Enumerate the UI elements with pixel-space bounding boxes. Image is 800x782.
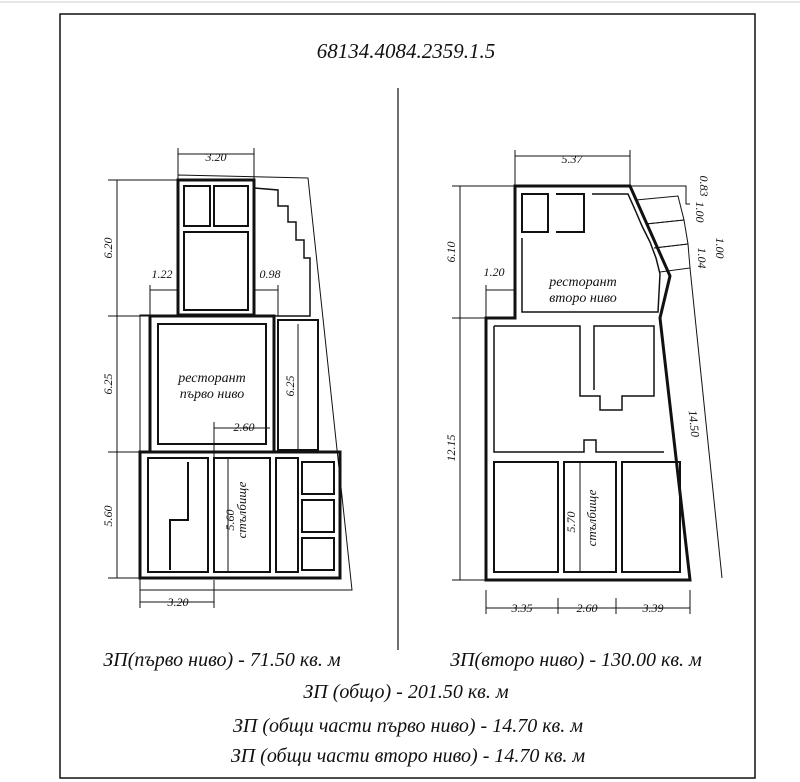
first-dim-bottom: 3.20 <box>167 595 189 609</box>
first-level-room-label-2: първо ниво <box>179 387 245 402</box>
second-level-plan <box>444 150 727 615</box>
second-dim-top: 5.37 <box>561 152 583 166</box>
area-common-second: ЗП (общи части второ ниво) - 14.70 кв. м <box>230 745 586 767</box>
first-dim-left-top: 6.20 <box>101 237 115 259</box>
second-dim-step-3: 1.04 <box>695 247 709 269</box>
first-dim-left-bottom: 5.60 <box>101 505 115 527</box>
area-first-level: ЗП(първо ниво) - 71.50 кв. м <box>103 649 341 671</box>
first-level-room-label: ресторант <box>178 371 246 386</box>
second-dim-bottom-3: 3.39 <box>642 601 664 615</box>
second-dim-bottom-1: 3.35 <box>511 601 533 615</box>
area-common-first: ЗП (общи части първо ниво) - 14.70 кв. м <box>232 715 584 737</box>
second-dim-left-total: 12.15 <box>444 434 458 462</box>
second-level-room-label-2: второ ниво <box>549 291 617 306</box>
first-dim-right-mid: 6.25 <box>283 375 297 397</box>
second-dim-left-top: 6.10 <box>444 241 458 263</box>
first-dim-right-offset: 0.98 <box>259 267 281 281</box>
first-dim-left-offset: 1.22 <box>151 267 173 281</box>
second-dim-bottom-2: 2.60 <box>576 601 598 615</box>
second-dim-left-offset: 1.20 <box>483 265 505 279</box>
first-dim-top: 3.20 <box>205 150 227 164</box>
first-level-upper-block <box>178 180 254 315</box>
second-dim-right-diag: 14.50 <box>685 409 703 438</box>
first-dim-stair-width: 2.60 <box>233 420 255 434</box>
first-dim-left-mid: 6.25 <box>101 373 115 395</box>
area-second-level: ЗП(второ ниво) - 130.00 кв. м <box>450 649 702 671</box>
second-dim-step-2: 1.00 <box>693 201 707 223</box>
second-dim-step-1: 0.83 <box>697 175 711 197</box>
second-dim-stair-length: 5.70 <box>564 511 578 533</box>
first-level-plan <box>101 148 352 609</box>
first-level-stair-label: стълбище <box>234 481 249 539</box>
second-level-stair-label: стълбище <box>584 489 599 547</box>
first-dim-stair-length: 5.60 <box>223 509 237 531</box>
parcel-id-title: 68134.4084.2359.1.5 <box>316 39 496 63</box>
second-level-room-label: ресторант <box>549 275 617 290</box>
second-dim-step-side: 1.00 <box>713 237 727 259</box>
area-total: ЗП (общо) - 201.50 кв. м <box>303 681 509 703</box>
